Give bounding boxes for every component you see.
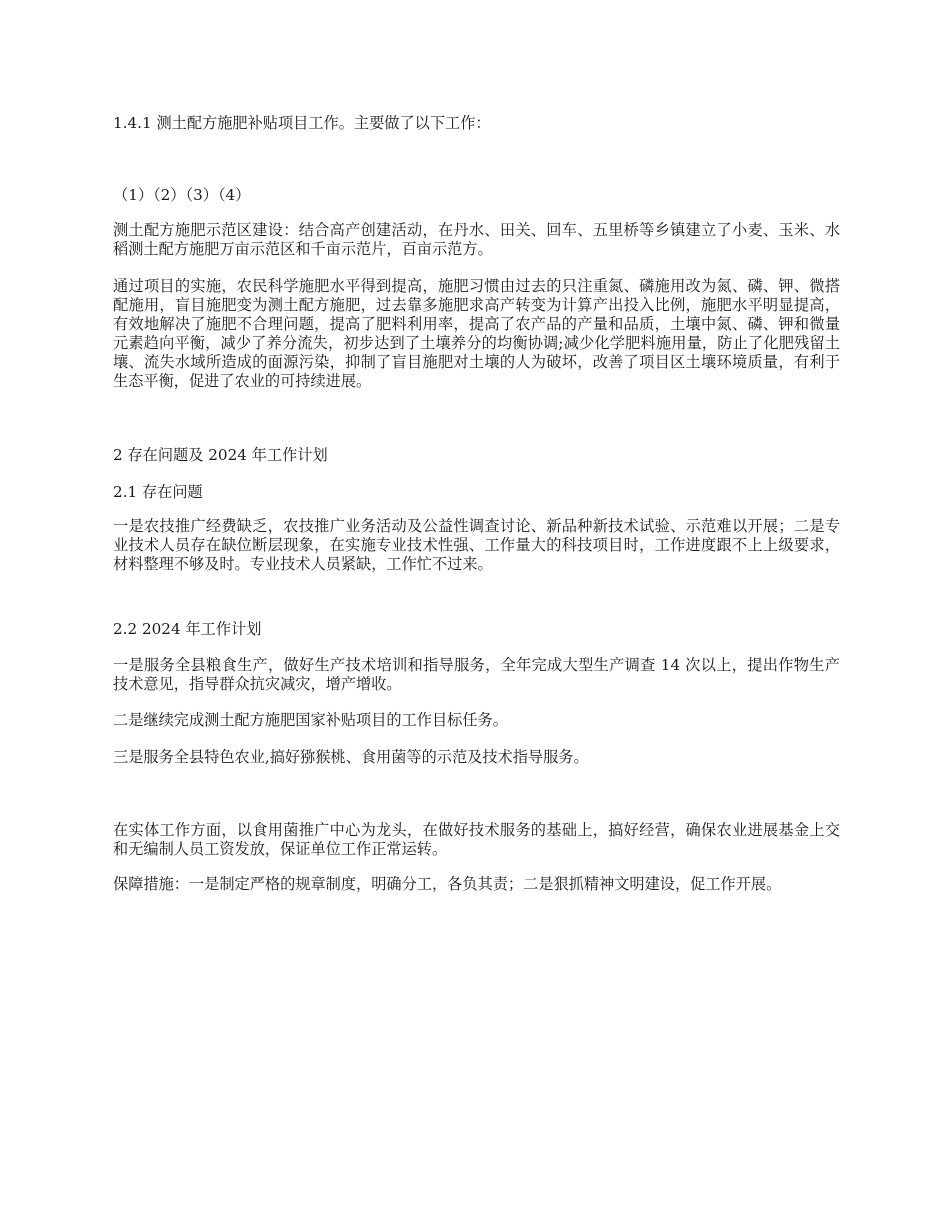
section-heading-2-1: 2.1 存在问题 [113, 483, 203, 501]
paragraph-plan-1: 一是服务全县粮食生产，做好生产技术培训和指导服务，全年完成大型生产调查 14 次以上，提出作物生产技术意见，指导群众抗灾减灾，增产增收。 [113, 656, 840, 693]
paragraph-problems: 一是农技推广经费缺乏，农技推广业务活动及公益性调查讨论、新品种新技术试验、示范难以开展；二是专业技术人员存在缺位断层现象，在实施专业技术性强、工作量大的科技项目时，工作进度跟不上上级要求，材料整理不够及时。专业技术人员紧缺，工作忙不过来。 [113, 517, 840, 573]
numbering-list: （1）（2）（3）（4） [113, 186, 251, 204]
paragraph-demo-area: 测土配方施肥示范区建设：结合高产创建活动，在丹水、田关、回车、五里桥等乡镇建立了小麦、玉米、水稻测土配方施肥万亩示范区和千亩示范片，百亩示范方。 [113, 221, 840, 258]
paragraph-project-effect: 通过项目的实施，农民科学施肥水平得到提高，施肥习惯由过去的只注重氮、磷施用改为氮、磷、钾、微搭配施用，盲目施肥变为测土配方施肥，过去靠多施肥求高产转变为计算产出投入比例，施肥水平明显提高，有效地解决了施肥不合理问题，提高了肥料利用率，提高了农产品的产量和品质，土壤中氮、磷、钾和微量元素趋向平衡，减少了养分流失，初步达到了土壤养分的均衡协调;减少化学肥料施用量，防止了化肥残留土壤、流失水域所造成的面源污染，抑制了盲目施肥对土壤的人为破坏，改善了项目区土壤环境质量，有利于生态平衡，促进了农业的可持续进展。 [113, 277, 840, 390]
paragraph-plan-3: 三是服务全县特色农业,搞好猕猴桃、食用菌等的示范及技术指导服务。 [113, 748, 589, 766]
section-heading-1-4-1: 1.4.1 测土配方施肥补贴项目工作。主要做了以下工作： [113, 114, 491, 132]
paragraph-measures: 保障措施：一是制定严格的规章制度，明确分工，各负其责；二是狠抓精神文明建设，促工作开展。 [113, 875, 782, 893]
paragraph-entity-work: 在实体工作方面，以食用菌推广中心为龙头，在做好技术服务的基础上，搞好经营，确保农业进展基金上交和无编制人员工资发放，保证单位工作正常运转。 [113, 821, 840, 858]
section-heading-2: 2 存在问题及 2024 年工作计划 [113, 446, 328, 464]
paragraph-plan-2: 二是继续完成测土配方施肥国家补贴项目的工作目标任务。 [113, 711, 508, 729]
section-heading-2-2: 2.2 2024 年工作计划 [113, 620, 262, 638]
